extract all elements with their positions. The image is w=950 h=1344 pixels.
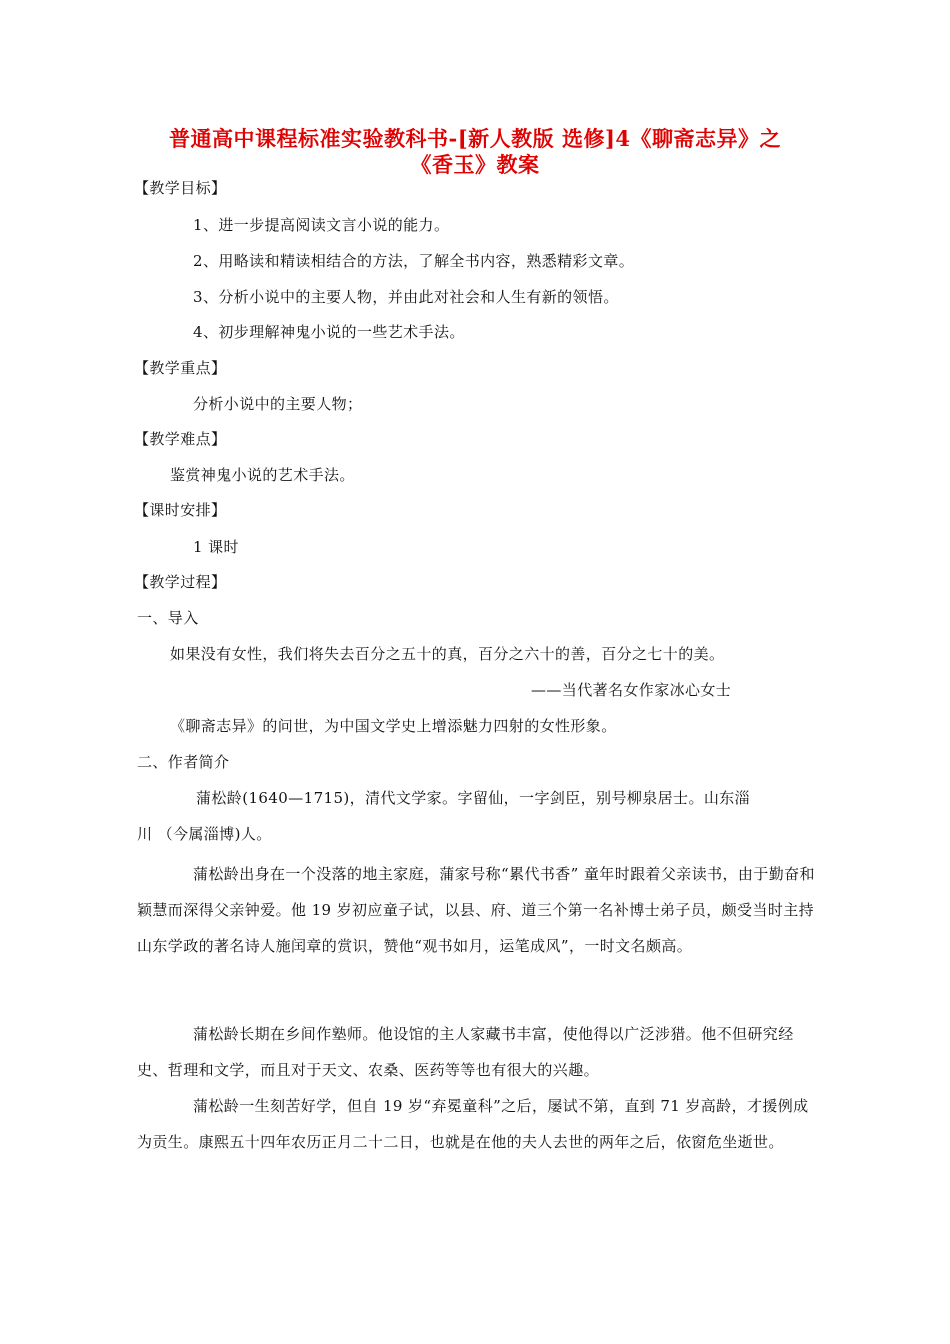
intro-quote: 如果没有女性，我们将失去百分之五十的真，百分之六十的善，百分之七十的美。 <box>170 645 725 663</box>
author-paragraph: 蒲松龄出身在一个没落的地主家庭，蒲家号称“累代书香” 童年时跟着父亲读书，由于勤奋和颖慧而深得父亲钟爱。他 19 岁初应童子试，以县、府、道三个第一名补博士弟子员，颇受当时主持山东学政的著名诗人施闰章的赏识，赞他“观书如月，运笔成风”，一时文名颇高。 <box>137 865 815 955</box>
key-heading: 【教学重点】 <box>134 359 227 377</box>
quote-attribution: ——当代著名女作家冰心女士 <box>531 681 732 699</box>
process-heading: 【教学过程】 <box>134 573 227 591</box>
author-paragraph: 蒲松龄长期在乡间作塾师。他设馆的主人家藏书丰富，使他得以广泛涉猎。他不但研究经史、哲理和文学，而且对于天文、农桑、医药等等也有很大的兴趣。 <box>137 1025 794 1079</box>
key-text: 分析小说中的主要人物； <box>193 395 363 413</box>
author-paragraph: 蒲松龄一生刻苦好学，但自 19 岁“弃冕童科”之后，屡试不第，直到 71 岁高龄，才援例成为贡生。康熙五十四年农历正月二十二日，也就是在他的夫人去世的两年之后，依窗危坐逝世。 <box>137 1097 809 1151</box>
schedule-text: 1 课时 <box>193 538 239 556</box>
author-paragraph-line: 川 （今属淄博)人。 <box>137 825 272 843</box>
document-title-line1: 普通高中课程标准实验教科书-[新人教版 选修]4《聊斋志异》之 <box>168 126 781 151</box>
difficulty-heading: 【教学难点】 <box>134 430 227 448</box>
intro-text: 《聊斋志异》的问世，为中国文学史上增添魅力四射的女性形象。 <box>170 717 617 735</box>
intro-heading: 一、导入 <box>137 609 199 627</box>
author-heading: 二、作者简介 <box>137 753 230 771</box>
goal-item: 2、用略读和精读相结合的方法，了解全书内容，熟悉精彩文章。 <box>193 252 635 270</box>
goal-item: 4、初步理解神鬼小说的一些艺术手法。 <box>193 323 465 341</box>
author-paragraph-line: 蒲松龄(1640—1715)，清代文学家。字留仙，一字剑臣，别号柳泉居士。山东淄 <box>196 789 751 807</box>
document-title-line2: 《香玉》教案 <box>410 152 540 177</box>
schedule-heading: 【课时安排】 <box>134 501 227 519</box>
goal-item: 3、分析小说中的主要人物，并由此对社会和人生有新的领悟。 <box>193 288 619 306</box>
difficulty-text: 鉴赏神鬼小说的艺术手法。 <box>170 466 355 484</box>
goal-item: 1、进一步提高阅读文言小说的能力。 <box>193 216 450 234</box>
goals-heading: 【教学目标】 <box>134 179 227 197</box>
